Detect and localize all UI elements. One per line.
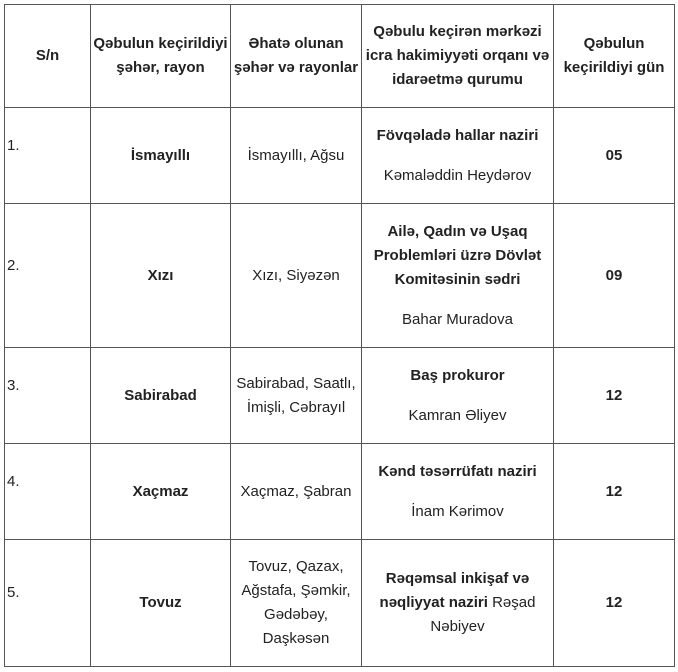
header-city: Qəbulun keçirildiyi şəhər, rayon	[91, 5, 231, 108]
city-cell: Xaçmaz	[91, 444, 231, 540]
header-row	[5, 5, 675, 108]
city-cell: Xızı	[91, 204, 231, 348]
official-title: Rəqəmsal inkişaf və nəqliyyat naziri	[379, 570, 530, 611]
row-number: 5.	[7, 584, 20, 601]
row-number-cell	[5, 348, 91, 444]
table-row	[5, 108, 675, 204]
day-cell: 12	[554, 348, 675, 444]
table-row	[5, 540, 675, 667]
official-cell	[362, 348, 554, 444]
official-person: Kamran Əliyev	[408, 406, 507, 424]
row-number-cell	[5, 108, 91, 204]
table-body	[5, 108, 675, 667]
official-person: Rəşad Nəbiyev	[430, 594, 536, 635]
areas-cell: İsmayıllı, Ağsu	[231, 108, 362, 204]
header-official: Qəbulu keçirən mərkəzi icra hakimiyyəti orqanı və idarəetmə qurumu	[362, 5, 554, 108]
table-row	[5, 348, 675, 444]
row-number: 1.	[7, 136, 20, 154]
areas-cell: Tovuz, Qazax, Ağstafa, Şəmkir, Gədəbəy, Daşkəsən	[231, 540, 362, 667]
official-cell	[362, 444, 554, 540]
official-title: Ailə, Qadın və Uşaq Problemləri üzrə Dövlət Komitəsinin sədri	[373, 222, 542, 288]
official-title: Baş prokuror	[410, 366, 505, 384]
areas-cell: Xaçmaz, Şabran	[231, 444, 362, 540]
official-cell	[362, 204, 554, 348]
city-cell: İsmayıllı	[91, 108, 231, 204]
row-number-cell	[5, 444, 91, 540]
table-row	[5, 204, 675, 348]
day-cell: 09	[554, 204, 675, 348]
row-number: 3.	[7, 376, 20, 394]
official-cell	[362, 108, 554, 204]
header-day: Qəbulun keçirildiyi gün	[554, 5, 675, 108]
areas-cell: Xızı, Siyəzən	[231, 204, 362, 348]
official-cell	[362, 540, 554, 667]
row-number: 4.	[7, 472, 20, 490]
row-number-cell	[5, 204, 91, 348]
header-areas: Əhatə olunan şəhər və rayonlar	[231, 5, 362, 108]
city-cell: Sabirabad	[91, 348, 231, 444]
day-cell: 12	[554, 444, 675, 540]
official-person: İnam Kərimov	[411, 502, 504, 520]
table-header	[5, 5, 675, 108]
official-person: Kəmaləddin Heydərov	[383, 166, 532, 184]
official-person: Bahar Muradova	[402, 310, 513, 328]
row-number-cell	[5, 540, 91, 667]
table-row	[5, 444, 675, 540]
official-title: Kənd təsərrüfatı naziri	[378, 462, 537, 480]
header-number: S/n	[5, 5, 91, 108]
day-cell: 12	[554, 540, 675, 667]
reception-schedule-table	[4, 4, 675, 667]
day-cell: 05	[554, 108, 675, 204]
areas-cell: Sabirabad, Saatlı, İmişli, Cəbrayıl	[231, 348, 362, 444]
row-number: 2.	[7, 256, 20, 274]
city-cell: Tovuz	[91, 540, 231, 667]
official-title: Fövqəladə hallar naziri	[376, 126, 539, 144]
